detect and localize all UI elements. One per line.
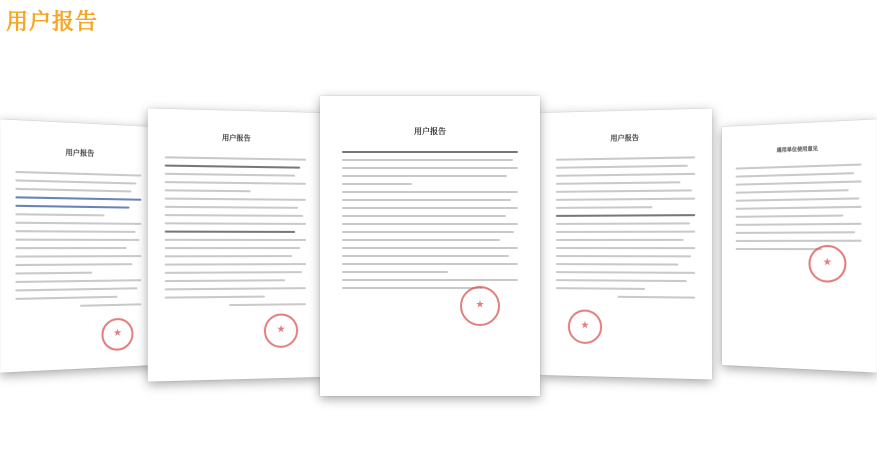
document-heading: 用户报告 (221, 133, 251, 143)
red-seal-stamp (568, 309, 602, 344)
report-document-1 (0, 119, 155, 372)
document-body (320, 137, 540, 295)
page-title: 用户报告 (6, 10, 99, 35)
report-document-3 (320, 96, 540, 396)
red-seal-stamp (808, 245, 846, 283)
document-heading: 通用单位使用意见 (776, 146, 818, 154)
report-document-5 (722, 119, 877, 372)
document-body (148, 142, 322, 314)
document-body (540, 142, 712, 305)
document-heading: 用户报告 (610, 133, 639, 143)
red-seal-stamp (460, 286, 500, 326)
red-seal-stamp (101, 318, 133, 352)
document-heading: 用户报告 (65, 148, 95, 158)
document-heading: 用户报告 (414, 127, 446, 136)
document-body (722, 150, 877, 256)
document-body (0, 156, 155, 316)
report-document-4 (540, 108, 712, 379)
red-seal-stamp (264, 313, 298, 348)
report-document-2 (148, 108, 322, 381)
